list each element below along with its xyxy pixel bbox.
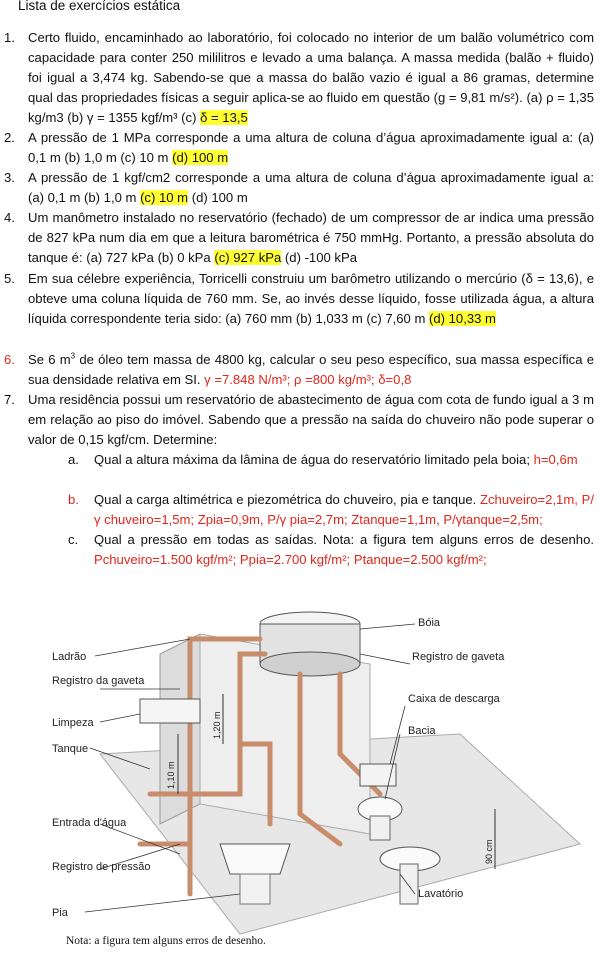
label-tanque: Tanque — [52, 743, 89, 755]
item-text: Qual a carga altimétrica e piezométrica do chuveiro, pia e tanque. — [94, 492, 480, 507]
label-lavatorio: Lavatório — [418, 888, 464, 900]
highlighted-answer: δ = 13,5 — [200, 110, 248, 125]
question-text: Um manômetro instalado no reservatório (fechado) de um compressor de ar indica uma pressão de 827 kPa num dia em que a leitura barométrica é 750 mmHg. Portanto, a pressão absoluta do tanque é: (a) 727 kPa (b) 0 kPa — [28, 210, 594, 265]
question-7 — [0, 390, 602, 450]
question-number: 5. — [4, 271, 15, 286]
question-4 — [0, 208, 602, 268]
label-limpeza: Limpeza — [52, 717, 94, 729]
answer-text: Pchuveiro=1.500 kgf/m²; Ppia=2.700 kgf/m²; Ptanque=2.500 kgf/m²; — [94, 552, 487, 567]
water-tank-icon — [260, 612, 360, 676]
superscript: 3 — [70, 351, 76, 361]
question-number: 6. — [4, 352, 15, 367]
question-number: 2. — [4, 130, 15, 145]
tank-laundry-icon — [140, 699, 200, 723]
question-number: 4. — [4, 210, 15, 225]
label-ladrao: Ladrão — [52, 651, 87, 663]
dimension-label: 1,10 m — [166, 761, 176, 789]
question-2 — [0, 128, 602, 168]
highlighted-answer: (d) 10,33 m — [429, 311, 496, 326]
plumbing-diagram — [40, 594, 600, 952]
label-registro-gaveta-1: Registro da gaveta — [52, 675, 145, 687]
label-caixa-descarga: Caixa de descarga — [408, 693, 500, 705]
question-text-tail: (d) 100 m — [188, 190, 248, 205]
label-pia: Pia — [52, 907, 68, 919]
question-text: Certo fluido, encaminhado ao laboratório, foi colocado no interior de um balão volumétrico com capacidade para conter 250 mililitros e levado a uma balança. A massa medida (balão + fluido) foi igual a 3,474 kg. Sabendo-se que a massa do balão vazio é igual a 86 gramas, determine qual das propriedades físicas a seguir aplica-se ao fluido em questão (g = 9,81 m/s²). (a) ρ = 1,35 kg/m3 (b) γ = 1355 kgf/m³ (c) — [28, 30, 594, 125]
answer-text: h=0,6m — [533, 452, 578, 467]
item-text: Qual a altura máxima da lâmina de água do reservatório limitado pela boia; — [94, 452, 530, 467]
highlighted-answer: (d) 100 m — [172, 150, 229, 165]
question-number: 3. — [4, 170, 15, 185]
question-text: A pressão de 1 kgf/cm2 corresponde a uma altura de coluna d’água aproximadamente igual a: (a) 0,1 m (b) 1,0 m — [28, 170, 594, 205]
question-5 — [0, 269, 602, 329]
question-text: Se 6 m — [28, 352, 71, 367]
item-label: c. — [68, 532, 79, 547]
item-text: Qual a pressão em todas as saídas. Nota: a figura tem alguns erros de desenho. — [94, 532, 594, 547]
dimension-label: 1,20 m — [212, 711, 222, 739]
dimension-label: 90 cm — [484, 839, 494, 864]
highlighted-answer: (c) 10 m — [140, 190, 189, 205]
question-text: de óleo tem massa de 4800 kg, calcular o seu peso específico, sua massa específica e sua densidade relativa em SI. — [28, 352, 594, 387]
label-registro-pressao: Registro de pressão — [52, 861, 151, 873]
question-6 — [0, 350, 602, 390]
label-registro-gaveta-2: Registro de gaveta — [412, 651, 505, 663]
item-label: a. — [68, 452, 79, 467]
question-number: 7. — [4, 392, 15, 407]
question-text: Em sua célebre experiência, Torricelli construiu um barômetro utilizando o mercúrio (δ = 13,6), e obteve uma coluna líquida de 760 mm. Se, ao invés desse líquido, fosse utilizada água, a altura líquida correspondente teria sido: (a) 760 mm (b) 1,033 m (c) 7,60 m — [28, 271, 594, 326]
page-title: Lista de exercícios estática — [18, 0, 181, 13]
question-text: A pressão de 1 MPa corresponde a uma altura de coluna d’água aproximadamente igual a: (a) 0,1 m (b) 1,0 m (c) 10 m — [28, 130, 594, 165]
question-7b — [0, 490, 602, 530]
answer-text: γ =7.848 N/m³; ρ =800 kg/m³; δ=0,8 — [204, 372, 412, 387]
question-7a — [0, 450, 602, 470]
question-1 — [0, 28, 602, 128]
question-text: Uma residência possui um reservatório de abastecimento de água com cota de fundo igual a 3 m em relação ao piso do imóvel. Sabendo que a pressão na saída do chuveiro não pode superar o valor de 0,15 kgf/cm. Determine: — [28, 392, 594, 447]
plumbing-figure — [40, 594, 600, 952]
label-boia: Bóia — [418, 617, 441, 629]
label-entrada-agua: Entrada d'água — [52, 817, 127, 829]
figure-caption: Nota: a figura tem alguns erros de desenho. — [66, 935, 266, 947]
question-3 — [0, 168, 602, 208]
label-bacia: Bacia — [408, 725, 436, 737]
item-label: b. — [68, 492, 79, 507]
question-number: 1. — [4, 30, 15, 45]
question-7c — [0, 530, 602, 570]
highlighted-answer: (c) 927 kPa — [214, 250, 282, 265]
question-text-tail: (d) -100 kPa — [281, 250, 357, 265]
answer-text: Zchuveiro=2,1m, P/γ chuveiro=1,5m; Zpia=0,9m, P/γ pia=2,7m; Ztanque=1,1m, P/γtanque=2,5m; — [94, 492, 594, 527]
